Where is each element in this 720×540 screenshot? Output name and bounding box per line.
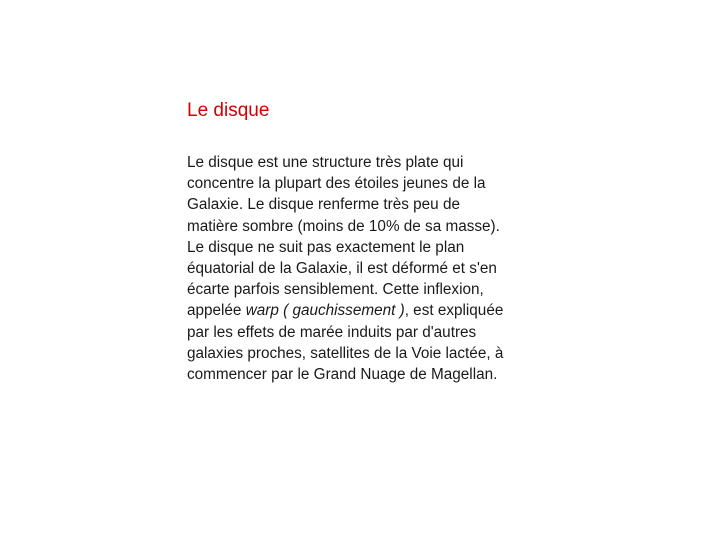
text-segment: , est expliquée bbox=[404, 302, 504, 320]
text-line: commencer par le Grand Nuage de Magellan. bbox=[187, 366, 498, 384]
text-line-with-italic bbox=[187, 300, 537, 321]
text-line: Galaxie. Le disque renferme très peu de bbox=[187, 196, 460, 214]
text-line: écarte parfois sensiblement. Cette inflexion, bbox=[187, 281, 484, 299]
text-line: équatorial de la Galaxie, il est déformé et s'en bbox=[187, 260, 497, 278]
text-line: galaxies proches, satellites de la Voie lactée, à bbox=[187, 344, 504, 362]
text-line: Le disque est une structure très plate qui bbox=[187, 154, 464, 171]
text-segment: appelée bbox=[187, 302, 246, 320]
text-line: Le disque ne suit pas exactement le plan bbox=[187, 238, 465, 256]
body-paragraph bbox=[187, 152, 537, 385]
slide-title: Le disque bbox=[187, 100, 270, 121]
text-line: matière sombre (moins de 10% de sa masse). bbox=[187, 217, 500, 235]
italic-term: warp ( gauchissement ) bbox=[245, 302, 405, 320]
text-line: par les effets de marée induits par d'autres bbox=[187, 323, 477, 341]
text-line: concentre la plupart des étoiles jeunes de la bbox=[187, 175, 486, 193]
